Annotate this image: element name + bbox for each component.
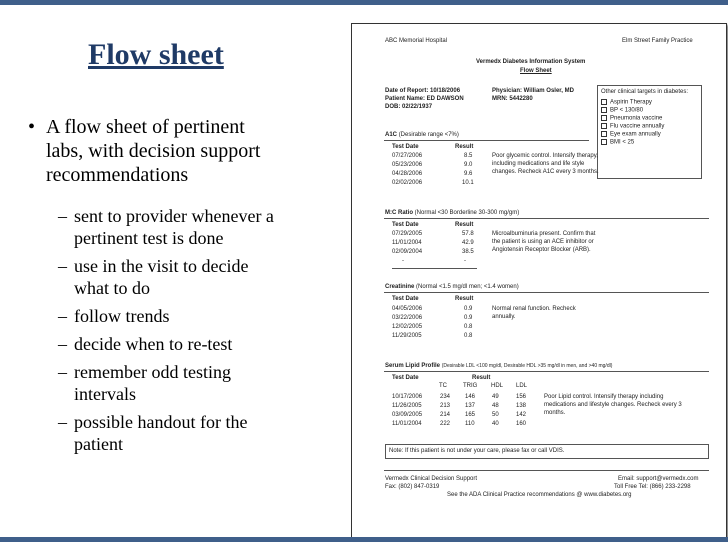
creatinine-comment: annually. (492, 314, 516, 320)
column-header: Test Date (392, 296, 419, 302)
lipid-tc: 214 (440, 412, 451, 418)
mc-comment: the patient is using an ACE inhibitor or (492, 239, 594, 245)
slide-title: Flow sheet (88, 38, 224, 71)
sub-bullet-line: remember odd testing (74, 362, 231, 382)
creatinine-value: 0.8 (464, 324, 473, 330)
lipid-hdl: 40 (492, 421, 499, 427)
divider (384, 371, 709, 372)
lipid-ldl: 138 (516, 403, 527, 409)
target-item: Eye exam annually (601, 131, 661, 139)
creatinine-date: 12/02/2005 (392, 324, 423, 330)
lipid-ldl: 142 (516, 412, 527, 418)
sub-bullet-line: pertinent test is done (74, 228, 224, 248)
note-box (385, 444, 709, 459)
lipid-date: 03/09/2005 (392, 412, 423, 418)
checkbox-icon (601, 123, 607, 129)
sub-bullet-line: use in the visit to decide (74, 256, 249, 276)
mc-value: 38.5 (462, 249, 474, 255)
sub-bullet: – sent to provider whenever a pertinent test is done (58, 206, 274, 248)
a1c-date: 02/02/2006 (392, 180, 423, 186)
lipid-trig: 165 (465, 412, 476, 418)
lipid-hdl: 48 (492, 403, 499, 409)
creatinine-heading: Creatinine (Normal <1.5 mg/dl men; <1.4 women) (385, 284, 519, 290)
bullet-list (28, 115, 348, 461)
creatinine-value: 0.8 (464, 333, 473, 339)
target-item: BP < 130/80 (601, 107, 643, 115)
sub-bullet: – follow trends (58, 306, 170, 326)
sub-bullet-line: what to do (74, 278, 150, 298)
mc-date: - (402, 258, 404, 264)
lipid-tc: 234 (440, 394, 451, 400)
creatinine-date: 11/29/2005 (392, 333, 422, 339)
divider (384, 140, 589, 141)
sheet-title: Flow Sheet (520, 68, 552, 74)
lipid-hdl: 50 (492, 412, 499, 418)
patient-dob: DOB: 02/22/1937 (385, 104, 433, 110)
a1c-value: 9.6 (464, 171, 473, 177)
column-header: Result (455, 296, 474, 302)
report-date: Date of Report: 10/18/2006 (385, 88, 461, 94)
mc-comment: Angiotensin Receptor Blocker (ARB). (492, 247, 591, 253)
mrn: MRN: 5442280 (492, 96, 533, 102)
checkbox-icon (601, 139, 607, 145)
divider (384, 470, 709, 471)
flow-sheet-document (351, 23, 727, 538)
note-text: Note: If this patient is not under your care, please fax or call VDIS. (389, 448, 565, 454)
lipid-col-header: TC (439, 383, 447, 389)
a1c-comment: including medications and life style (492, 161, 585, 167)
patient-name: Patient Name: ED DAWSON (385, 96, 464, 102)
column-header: Result (455, 144, 474, 150)
target-item: BMI < 25 (601, 139, 634, 147)
lipid-comment: months. (544, 410, 566, 416)
sub-bullet-line: follow trends (74, 306, 170, 326)
lipid-ldl: 160 (516, 421, 527, 427)
sub-bullet: – decide when to re-test (58, 334, 233, 354)
practice-name: Elm Street Family Practice (622, 38, 693, 44)
column-header: Result (455, 222, 474, 228)
column-header: Test Date (392, 222, 419, 228)
mc-date: 02/09/2004 (392, 249, 423, 255)
checkbox-icon (601, 115, 607, 121)
target-item: Flu vaccine annually (601, 123, 664, 131)
lipid-comment: medications and lifestyle changes. Recheck every 3 (544, 402, 682, 408)
lipid-col-header: LDL (516, 383, 528, 389)
a1c-value: 10.1 (462, 180, 474, 186)
sub-bullet: – possible handout for the patient (58, 412, 248, 454)
lipid-tc: 222 (440, 421, 451, 427)
mc-heading: M:C Ratio (Normal <30 Borderline 30-300 mg/gm) (385, 210, 520, 216)
lipid-trig: 110 (465, 421, 475, 427)
main-bullet-line: A flow sheet of pertinent (46, 116, 245, 138)
checkbox-icon (601, 99, 607, 105)
a1c-date: 04/28/2006 (392, 171, 423, 177)
footer-text: Fax: (802) 847-0319 (385, 484, 440, 490)
a1c-heading: A1C (Desirable range <7%) (385, 132, 459, 138)
footer-text: Vermedx Clinical Decision Support (385, 476, 478, 482)
clinical-targets-box (597, 85, 702, 179)
target-item: Pneumonia vaccine (601, 115, 662, 123)
lipid-trig: 146 (465, 394, 476, 400)
footer-text: Toll Free Tel: (866) 233-2298 (614, 484, 691, 490)
a1c-value: 8.5 (464, 153, 473, 159)
a1c-comment: Poor glycemic control. Intensify therapy, (492, 153, 598, 159)
system-name: Vermedx Diabetes Information System (476, 59, 586, 65)
sub-bullet-line: patient (74, 434, 123, 454)
footer-text: See the ADA Clinical Practice recommendations @ www.diabetes.org (447, 492, 632, 498)
targets-title: Other clinical targets in diabetes: (601, 89, 689, 95)
target-item: Aspirin Therapy (601, 99, 652, 107)
creatinine-value: 0.9 (464, 306, 473, 312)
lipid-col-header: HDL (491, 383, 504, 389)
mc-date: 11/01/2004 (392, 240, 422, 246)
sub-bullet: – remember odd testing intervals (58, 362, 231, 404)
sub-bullet-line: sent to provider whenever a (74, 206, 274, 226)
creatinine-date: 04/05/2006 (392, 306, 423, 312)
divider (384, 218, 709, 219)
creatinine-date: 03/22/2006 (392, 315, 423, 321)
a1c-date: 05/23/2006 (392, 162, 423, 168)
main-bullet: • A flow sheet of pertinent labs, with decision support recommendations (28, 116, 261, 186)
mc-date: 07/29/2005 (392, 231, 423, 237)
mc-value: 57.8 (462, 231, 474, 237)
creatinine-value: 0.9 (464, 315, 473, 321)
lipid-ldl: 156 (516, 394, 527, 400)
mc-value: 42.9 (462, 240, 474, 246)
sub-bullet-line: intervals (74, 384, 136, 404)
footer-text: Email: support@vermedx.com (618, 476, 699, 482)
sub-bullet-line: possible handout for the (74, 412, 248, 432)
divider (392, 268, 477, 269)
lipid-tc: 213 (440, 403, 451, 409)
sub-bullet-list (28, 205, 348, 455)
lipid-trig: 137 (465, 403, 476, 409)
bottom-accent-bar (0, 537, 728, 542)
sub-bullet-line: decide when to re-test (74, 334, 233, 354)
creatinine-comment: Normal renal function. Recheck (492, 306, 576, 312)
a1c-value: 9.0 (464, 162, 473, 168)
mc-value: - (464, 258, 466, 264)
a1c-date: 07/27/2006 (392, 153, 423, 159)
lipid-hdl: 49 (492, 394, 499, 400)
lipid-heading: Serum Lipid Profile (Desirable LDL <100 mg/dl, Desirable HDL >35 mg/dl in men, and >40 mg/dl) (385, 363, 613, 369)
hospital-name: ABC Memorial Hospital (385, 38, 448, 44)
lipid-comment: Poor Lipid control. Intensify therapy including (544, 394, 664, 400)
top-accent-bar (0, 0, 728, 5)
mc-comment: Microalbuminuria present. Confirm that (492, 231, 596, 237)
divider (384, 292, 709, 293)
lipid-date: 11/01/2004 (392, 421, 422, 427)
lipid-date: 11/26/2005 (392, 403, 422, 409)
column-header: Test Date (392, 144, 419, 150)
a1c-comment: changes. Recheck A1C every 3 months. (492, 169, 599, 175)
main-bullet-line: labs, with decision support (46, 140, 261, 162)
lipid-date: 10/17/2006 (392, 394, 423, 400)
column-header: Test Date (392, 375, 419, 381)
checkbox-icon (601, 131, 607, 137)
column-header: Result (472, 375, 491, 381)
sub-bullet: – use in the visit to decide what to do (58, 256, 249, 298)
main-bullet-line: recommendations (46, 164, 189, 186)
checkbox-icon (601, 107, 607, 113)
lipid-col-header: TRIG (463, 383, 478, 389)
physician: Physician: William Osler, MD (492, 88, 574, 94)
